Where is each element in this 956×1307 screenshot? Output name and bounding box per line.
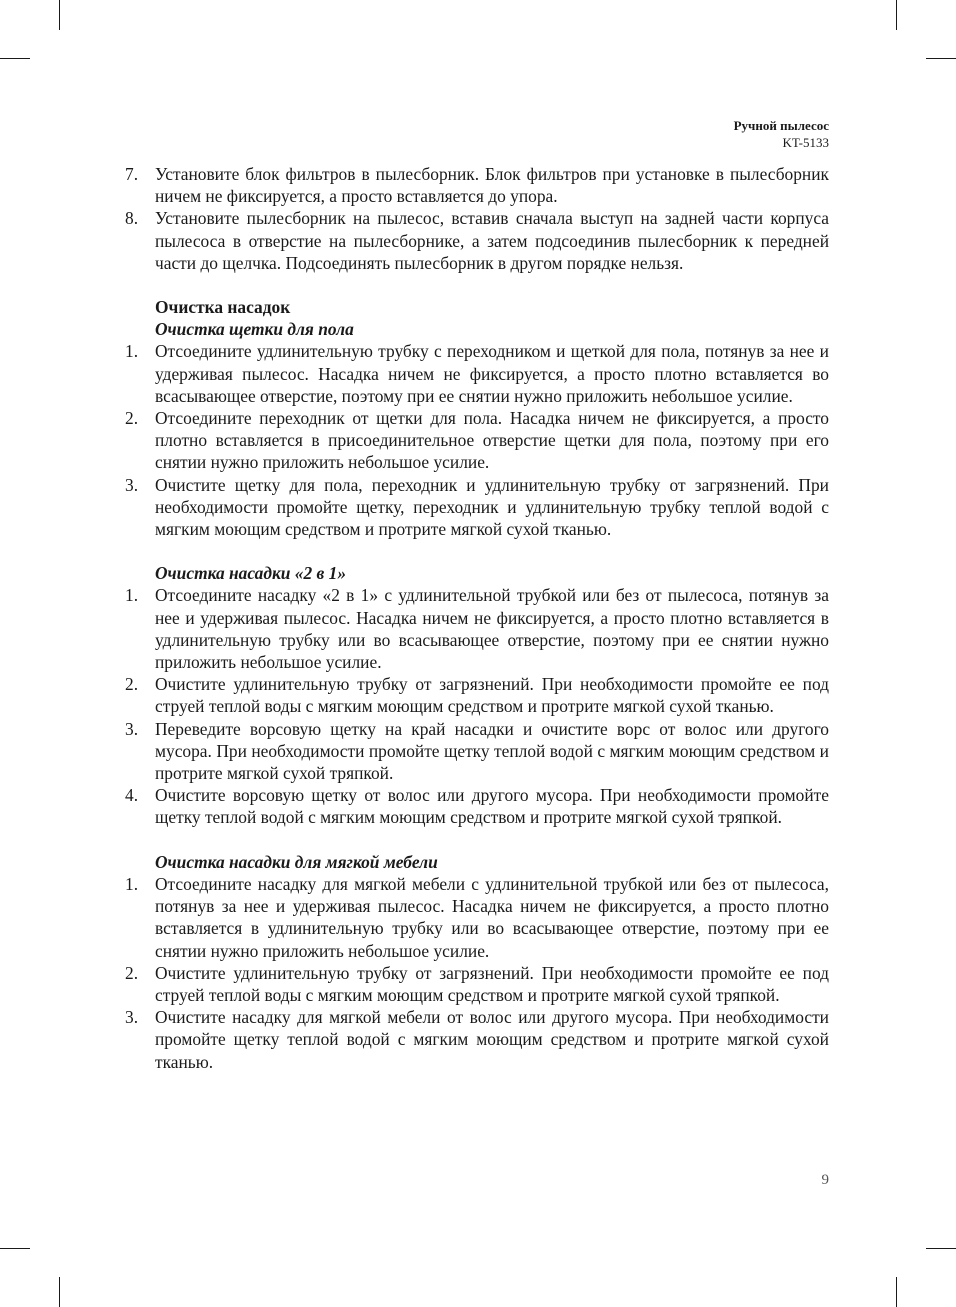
two-in-one-list bbox=[125, 584, 829, 828]
list-item bbox=[125, 873, 829, 962]
list-item bbox=[125, 407, 829, 474]
item-text: Очистите ворсовую щетку от волос или другого мусора. При необходимости промойте щетку теплой водой с мягким моющим средством и протрите мягкой сухой тряпкой. bbox=[155, 785, 829, 828]
section-heading: Очистка насадок bbox=[155, 297, 291, 318]
list-item bbox=[125, 784, 829, 828]
subsection-heading-2in1: Очистка насадки «2 в 1» bbox=[155, 563, 347, 584]
list-item bbox=[125, 207, 829, 274]
page-content bbox=[125, 163, 829, 1073]
item-text: Установите пылесборник на пылесос, вставив сначала выступ на задней части корпуса пылесоса в отверстие на пылесборнике, а затем подсоединив пылесборник к передней части до щелчка. Подсоединять пылесборник в другом порядке нельзя. bbox=[155, 208, 829, 273]
item-text: Отсоедините насадку для мягкой мебели с удлинительной трубкой или без от пылесоса, потянув за нее и удерживая пылесос. Насадка ничем не фиксируется, а просто плотно вставляется в удлинительную трубку или во всасывающее отверстие, поэтому при ее снятии нужно приложить небольшое усилие. bbox=[155, 873, 829, 961]
crop-mark bbox=[926, 1248, 956, 1249]
list-item bbox=[125, 673, 829, 717]
running-header bbox=[734, 117, 829, 151]
item-text: Очистите удлинительную трубку от загрязнений. При необходимости промойте ее под струей теплой воды с мягким моющим средством и протрите мягкой сухой тканью. bbox=[155, 674, 829, 717]
header-model: KT-5133 bbox=[782, 135, 829, 150]
list-item bbox=[125, 340, 829, 407]
item-text: Переведите ворсовую щетку на край насадки и очистите ворс от волос или другого мусора. При необходимости промойте щетку теплой водой с мягким моющим средством и протрите мягкой сухой тряпкой. bbox=[155, 718, 829, 784]
list-item bbox=[125, 718, 829, 785]
item-number: 4. bbox=[125, 785, 139, 806]
item-number: 8. bbox=[125, 208, 139, 229]
crop-mark bbox=[896, 0, 897, 30]
crop-mark bbox=[59, 0, 60, 30]
crop-mark bbox=[0, 58, 30, 59]
crop-mark bbox=[926, 58, 956, 59]
item-text: Отсоедините удлинительную трубку с переходником и щеткой для пола, потянув за нее и удерживая пылесос. Насадка ничем не фиксируется, а просто плотно вставляется во всасывающее отверстие, поэтому при ее снятии нужно приложить небольшое усилие. bbox=[155, 341, 829, 406]
item-number: 1. bbox=[125, 341, 139, 362]
subsection-heading-floor-brush: Очистка щетки для пола bbox=[155, 319, 354, 340]
item-text: Отсоедините насадку «2 в 1» с удлинительной трубкой или без от пылесоса, потянув за нее и удерживая пылесос. Насадка ничем не фиксируется, а просто плотно вставляется в удлинительную трубку или во всасывающее отверстие, поэтому при ее снятии нужно приложить небольшое усилие. bbox=[155, 585, 829, 673]
item-number: 1. bbox=[125, 873, 139, 894]
item-number: 2. bbox=[125, 962, 139, 983]
item-text: Очистите удлинительную трубку от загрязнений. При необходимости промойте ее под струей теплой воды с мягким моющим средством и протрите мягкой сухой тряпкой. bbox=[155, 962, 829, 1005]
list-item bbox=[125, 1006, 829, 1073]
list-item bbox=[125, 962, 829, 1006]
subsection-heading-upholstery: Очистка насадки для мягкой мебели bbox=[155, 851, 438, 872]
list-item bbox=[125, 474, 829, 541]
list-item bbox=[125, 163, 829, 207]
list-item bbox=[125, 584, 829, 673]
floor-brush-list bbox=[125, 340, 829, 540]
crop-mark bbox=[59, 1277, 60, 1307]
item-number: 1. bbox=[125, 585, 139, 606]
item-number: 2. bbox=[125, 674, 139, 695]
item-text: Очистите насадку для мягкой мебели от волос или другого мусора. При необходимости промойте щетку теплой водой с мягким моющим средством и протрите мягкой сухой тканью. bbox=[155, 1007, 829, 1072]
item-number: 3. bbox=[125, 718, 139, 739]
item-number: 2. bbox=[125, 408, 139, 429]
crop-mark bbox=[0, 1248, 30, 1249]
item-text: Установите блок фильтров в пылесборник. Блок фильтров при установке в пылесборник ничем не фиксируется, а просто вставляется до упора. bbox=[155, 164, 829, 207]
intro-list bbox=[125, 163, 829, 274]
crop-mark bbox=[896, 1277, 897, 1307]
item-number: 3. bbox=[125, 1007, 139, 1028]
item-number: 7. bbox=[125, 164, 139, 184]
item-text: Очистите щетку для пола, переходник и удлинительную трубку от загрязнений. При необходимости промойте щетку, переходник и удлинительную трубку теплой водой с мягким моющим средством и протрите мягкой сухой тканью. bbox=[155, 474, 829, 540]
item-number: 3. bbox=[125, 474, 139, 495]
page-number: 9 bbox=[821, 1172, 829, 1188]
header-title: Ручной пылесос bbox=[733, 118, 829, 133]
upholstery-list bbox=[125, 873, 829, 1073]
item-text: Отсоедините переходник от щетки для пола. Насадка ничем не фиксируется, а просто плотно вставляется в присоединительное отверстие щетки для пола, поэтому при его снятии нужно приложить небольшое усилие. bbox=[155, 408, 829, 473]
